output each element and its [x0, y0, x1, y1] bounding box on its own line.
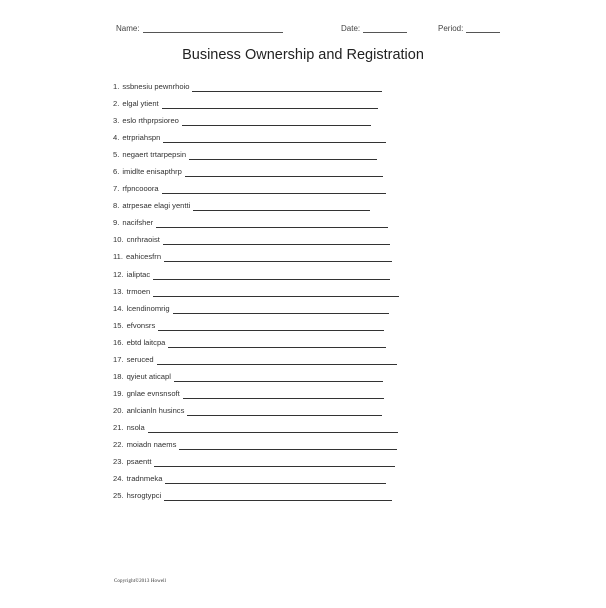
- scrambled-word: tradnmeka: [126, 474, 163, 484]
- list-item: [113, 351, 413, 368]
- scrambled-word: etrpriahspn: [122, 133, 161, 143]
- scrambled-word: gnlae evnsnsoft: [126, 388, 180, 398]
- answer-blank[interactable]: [153, 273, 390, 280]
- scrambled-word: cnrhraoist: [126, 235, 160, 245]
- list-item: [113, 402, 413, 419]
- item-number: 16.: [113, 337, 124, 347]
- list-item: [113, 146, 413, 163]
- scrambled-word: hsrogtypci: [126, 491, 162, 501]
- list-item: [113, 95, 413, 112]
- answer-blank[interactable]: [187, 409, 382, 416]
- item-number: 21.: [113, 422, 124, 432]
- item-number: 24.: [113, 474, 124, 484]
- item-number: 22.: [113, 440, 124, 449]
- scrambled-word: anlcianln husincs: [126, 405, 185, 415]
- item-number: 6.: [113, 167, 120, 177]
- period-blank[interactable]: [466, 24, 500, 33]
- item-number: 12.: [113, 269, 124, 279]
- item-number: 13.: [113, 286, 124, 296]
- scrambled-word: ebtd laitcpa: [126, 337, 166, 347]
- item-number: 11.: [113, 252, 123, 262]
- scrambled-word: eslo rthprpsioreo: [122, 116, 179, 126]
- scrambled-word: nsola: [126, 422, 145, 432]
- answer-blank[interactable]: [164, 494, 392, 501]
- answer-blank[interactable]: [189, 153, 377, 160]
- name-field[interactable]: [116, 24, 283, 33]
- name-blank[interactable]: [143, 24, 283, 33]
- scrambled-word: nacifsher: [122, 218, 154, 228]
- list-item: [113, 317, 413, 334]
- answer-blank[interactable]: [153, 290, 399, 297]
- item-number: 4.: [113, 133, 120, 143]
- period-field[interactable]: [438, 24, 500, 33]
- answer-blank[interactable]: [173, 307, 389, 314]
- answer-blank[interactable]: [154, 460, 395, 467]
- answer-blank[interactable]: [164, 255, 392, 262]
- item-number: 3.: [113, 116, 120, 126]
- date-field[interactable]: [341, 24, 407, 33]
- answer-blank[interactable]: [193, 204, 370, 211]
- scrambled-word: seruced: [126, 354, 154, 364]
- answer-blank[interactable]: [179, 443, 397, 450]
- list-item: [113, 385, 413, 402]
- scrambled-word: ialiptac: [126, 269, 151, 279]
- list-item: [113, 163, 413, 180]
- list-item: [113, 231, 413, 248]
- list-item: [113, 214, 413, 231]
- name-label: Name:: [116, 24, 140, 33]
- scrambled-word: imidlte enisapthrp: [122, 167, 182, 177]
- scramble-list: [113, 78, 413, 504]
- date-blank[interactable]: [363, 24, 407, 33]
- item-number: 15.: [113, 320, 124, 330]
- list-item: [113, 78, 413, 95]
- period-label: Period:: [438, 24, 464, 33]
- item-number: 7.: [113, 184, 120, 194]
- list-item: [113, 112, 413, 129]
- answer-blank[interactable]: [163, 238, 390, 245]
- list-item: [113, 436, 413, 453]
- answer-blank[interactable]: [168, 341, 386, 348]
- scrambled-word: lcendinomrig: [126, 303, 170, 313]
- copyright-notice: Copyright©2013 Howell: [114, 579, 167, 584]
- answer-blank[interactable]: [156, 221, 388, 228]
- list-item: [113, 453, 413, 470]
- scrambled-word: moiadn naems: [126, 440, 177, 449]
- item-number: 20.: [113, 405, 124, 415]
- list-item: [113, 266, 413, 283]
- list-item: [113, 487, 413, 504]
- scrambled-word: eahicesfrn: [126, 252, 162, 262]
- answer-blank[interactable]: [162, 187, 386, 194]
- answer-blank[interactable]: [148, 426, 398, 433]
- item-number: 8.: [113, 201, 120, 211]
- item-number: 19.: [113, 388, 124, 398]
- answer-blank[interactable]: [157, 358, 397, 365]
- list-item: [113, 248, 413, 265]
- scrambled-word: efvonsrs: [126, 320, 156, 330]
- list-item: [113, 129, 413, 146]
- list-item: [113, 334, 413, 351]
- list-item: [113, 470, 413, 487]
- list-item: [113, 180, 413, 197]
- item-number: 23.: [113, 457, 124, 467]
- item-number: 25.: [113, 491, 124, 501]
- item-number: 5.: [113, 150, 120, 160]
- worksheet-header: [116, 24, 516, 38]
- answer-blank[interactable]: [158, 324, 384, 331]
- scrambled-word: rfpncooora: [122, 184, 159, 194]
- item-number: 14.: [113, 303, 124, 313]
- answer-blank[interactable]: [174, 375, 383, 382]
- worksheet-title: Business Ownership and Registration: [182, 47, 424, 63]
- answer-blank[interactable]: [182, 119, 371, 126]
- list-item: [113, 419, 413, 436]
- answer-blank[interactable]: [192, 85, 382, 92]
- item-number: 17.: [113, 354, 124, 364]
- scrambled-word: psaentt: [126, 457, 152, 467]
- item-number: 18.: [113, 371, 124, 381]
- answer-blank[interactable]: [165, 477, 386, 484]
- item-number: 2.: [113, 99, 120, 109]
- date-label: Date:: [341, 24, 361, 33]
- list-item: [113, 300, 413, 317]
- list-item: [113, 368, 413, 385]
- list-item: [113, 197, 413, 214]
- list-item: [113, 283, 413, 300]
- answer-blank[interactable]: [163, 136, 386, 143]
- item-number: 1.: [113, 82, 120, 92]
- answer-blank[interactable]: [183, 392, 384, 399]
- answer-blank[interactable]: [162, 102, 378, 109]
- item-number: 10.: [113, 235, 124, 245]
- item-number: 9.: [113, 218, 120, 228]
- scrambled-word: elgal ytient: [122, 99, 159, 109]
- answer-blank[interactable]: [185, 170, 383, 177]
- scrambled-word: trmoen: [126, 286, 151, 296]
- scrambled-word: qyieut aticapl: [126, 371, 171, 381]
- scrambled-word: negaert trtarpepsin: [122, 150, 187, 160]
- scrambled-word: ssbnesiu pewnrhoio: [122, 82, 190, 92]
- scrambled-word: atrpesae elagi yentti: [122, 201, 191, 211]
